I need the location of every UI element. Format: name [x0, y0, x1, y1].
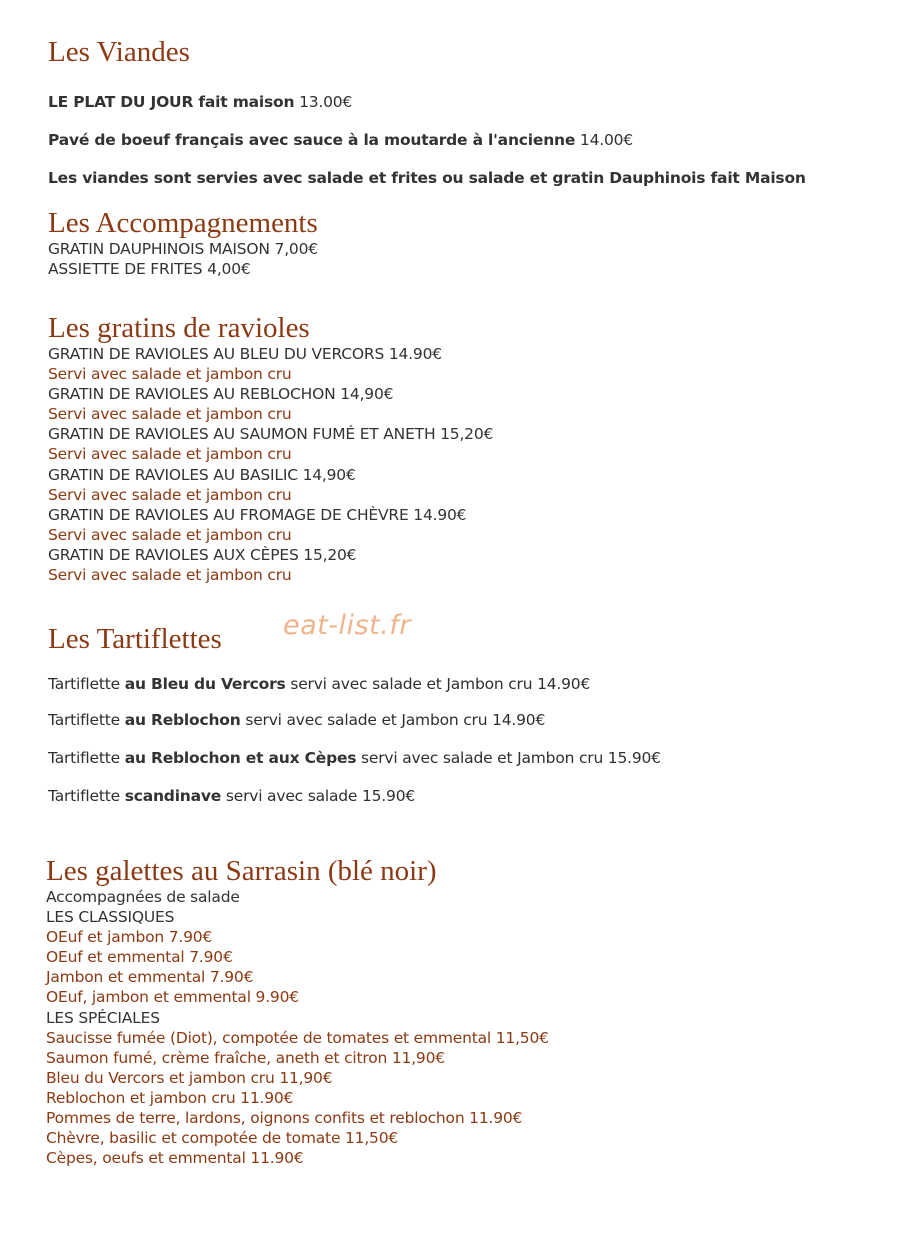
list-item: GRATIN DAUPHINOIS MAISON 7,00€ [48, 240, 318, 258]
list-item: Bleu du Vercors et jambon cru 11,90€ [46, 1068, 333, 1087]
list-item: Cèpes, oeufs et emmental 11.90€ [46, 1149, 304, 1168]
pave-price: 14.00€ [579, 131, 633, 149]
pave-line [48, 130, 633, 150]
section-title-galettes: Les galettes au Sarrasin (blé noir) [46, 855, 437, 887]
tartiflette-variant: au Reblochon et aux Cèpes [124, 749, 357, 767]
accompagnements-list [48, 239, 318, 279]
tartiflette-prefix: Tartiflette [48, 675, 125, 693]
list-item: OEuf, jambon et emmental 9.90€ [46, 988, 299, 1007]
section-title-viandes: Les Viandes [48, 36, 190, 68]
plat-du-jour-label: LE PLAT DU JOUR fait maison [48, 93, 295, 111]
section-title-tartiflettes: Les Tartiflettes [48, 623, 222, 655]
tartiflette-prefix: Tartiflette [48, 711, 125, 729]
plat-du-jour-line [48, 92, 352, 112]
tartiflette-item [48, 674, 590, 694]
list-item: Reblochon et jambon cru 11.90€ [46, 1088, 294, 1107]
list-item: Pommes de terre, lardons, oignons confits et reblochon 11.90€ [46, 1109, 523, 1128]
list-item: GRATIN DE RAVIOLES AU BASILIC 14,90€ [48, 465, 356, 484]
list-item-note: Servi avec salade et jambon cru [48, 525, 292, 544]
list-item: GRATIN DE RAVIOLES AU BLEU DU VERCORS 14.90€ [48, 345, 442, 363]
list-item: Saucisse fumée (Diot), compotée de tomates et emmental 11,50€ [46, 1028, 549, 1047]
viandes-note [48, 168, 806, 188]
list-item-note: Servi avec salade et jambon cru [48, 566, 292, 585]
tartiflette-desc: servi avec salade 15.90€ [221, 787, 416, 805]
list-item-note: Servi avec salade et jambon cru [48, 445, 292, 464]
classiques-label: LES CLASSIQUES [46, 908, 175, 927]
tartiflette-desc: servi avec salade et Jambon cru 15.90€ [356, 749, 661, 767]
list-item-note: Servi avec salade et jambon cru [48, 405, 292, 424]
section-title-ravioles: Les gratins de ravioles [48, 312, 310, 344]
tartiflette-item [48, 786, 415, 806]
plat-du-jour-price: 13.00€ [299, 93, 353, 111]
tartiflette-variant: scandinave [124, 787, 222, 805]
speciales-label: LES SPÉCIALES [46, 1008, 160, 1027]
list-item: GRATIN DE RAVIOLES AUX CÈPES 15,20€ [48, 545, 357, 564]
tartiflette-prefix: Tartiflette [48, 787, 125, 805]
viandes-note-text: Les viandes sont servies avec salade et frites ou salade et gratin Dauphinois fait Maison [48, 169, 806, 187]
galettes-list [46, 887, 549, 1168]
list-item: Saumon fumé, crème fraîche, aneth et citron 11,90€ [46, 1048, 445, 1067]
list-item: ASSIETTE DE FRITES 4,00€ [48, 260, 251, 279]
tartiflette-desc: servi avec salade et Jambon cru 14.90€ [285, 675, 591, 693]
tartiflette-item [48, 710, 545, 730]
list-item: GRATIN DE RAVIOLES AU REBLOCHON 14,90€ [48, 385, 394, 404]
list-item: Jambon et emmental 7.90€ [46, 968, 254, 987]
tartiflette-prefix: Tartiflette [48, 749, 125, 767]
list-item-note: Servi avec salade et jambon cru [48, 485, 292, 504]
galettes-subtitle: Accompagnées de salade [46, 888, 240, 906]
section-title-accompagnements: Les Accompagnements [48, 207, 318, 239]
watermark: eat-list.fr [283, 610, 411, 641]
tartiflette-variant: au Reblochon [124, 711, 241, 729]
list-item: GRATIN DE RAVIOLES AU FROMAGE DE CHÈVRE 14.90€ [48, 505, 467, 524]
pave-label: Pavé de boeuf français avec sauce à la moutarde à l'ancienne [48, 131, 576, 149]
list-item-note: Servi avec salade et jambon cru [48, 365, 292, 384]
list-item: GRATIN DE RAVIOLES AU SAUMON FUMÉ ET ANETH 15,20€ [48, 425, 494, 444]
tartiflette-item [48, 748, 661, 768]
tartiflette-variant: au Bleu du Vercors [124, 675, 286, 693]
ravioles-list [48, 344, 493, 585]
tartiflette-desc: servi avec salade et Jambon cru 14.90€ [240, 711, 546, 729]
list-item: OEuf et jambon 7.90€ [46, 928, 213, 947]
list-item: Chèvre, basilic et compotée de tomate 11,50€ [46, 1129, 399, 1148]
list-item: OEuf et emmental 7.90€ [46, 948, 233, 967]
